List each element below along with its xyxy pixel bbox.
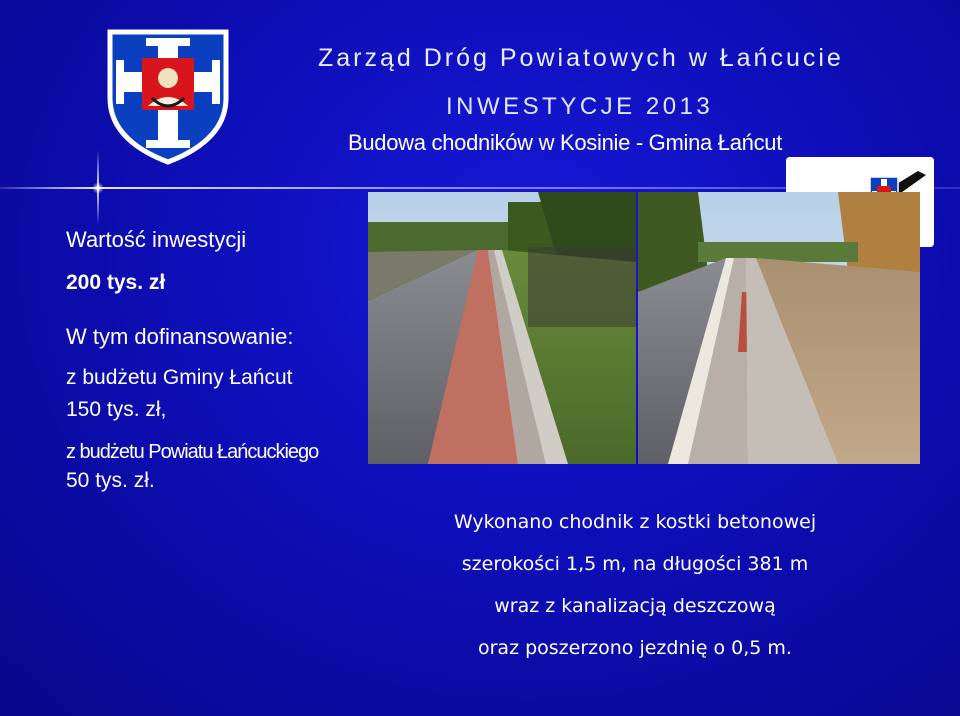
project-name: Budowa chodników w Kosinie - Gmina Łańcut (348, 130, 783, 155)
investment-value-label: Wartość inwestycji (66, 227, 247, 252)
description-line-3: wraz z kanalizacją deszczową (494, 595, 776, 617)
description-line-1: Wykonano chodnik z kostki betonowej (453, 511, 817, 533)
page-title: Zarząd Dróg Powiatowych w Łańcucie (318, 44, 844, 72)
page-subtitle: INWESTYCJE 2013 (446, 93, 714, 120)
gmina-budget-value: 150 tys. zł, (66, 398, 167, 421)
description-line-4: oraz poszerzono jezdnię o 0,5 m. (478, 637, 792, 659)
gmina-budget-label: z budżetu Gminy Łańcut (66, 366, 293, 389)
powiat-budget-label: z budżetu Powiatu Łańcuckiego (66, 441, 319, 463)
cofinancing-label: W tym dofinansowanie: (66, 324, 294, 349)
investment-value: 200 tys. zł (66, 271, 166, 294)
powiat-budget-value: 50 tys. zł. (66, 469, 155, 492)
description-line-2: szerokości 1,5 m, na długości 381 m (461, 553, 809, 575)
sidewalk-photo (368, 192, 920, 464)
line-glow (92, 182, 104, 194)
coat-of-arms-icon (106, 28, 230, 166)
